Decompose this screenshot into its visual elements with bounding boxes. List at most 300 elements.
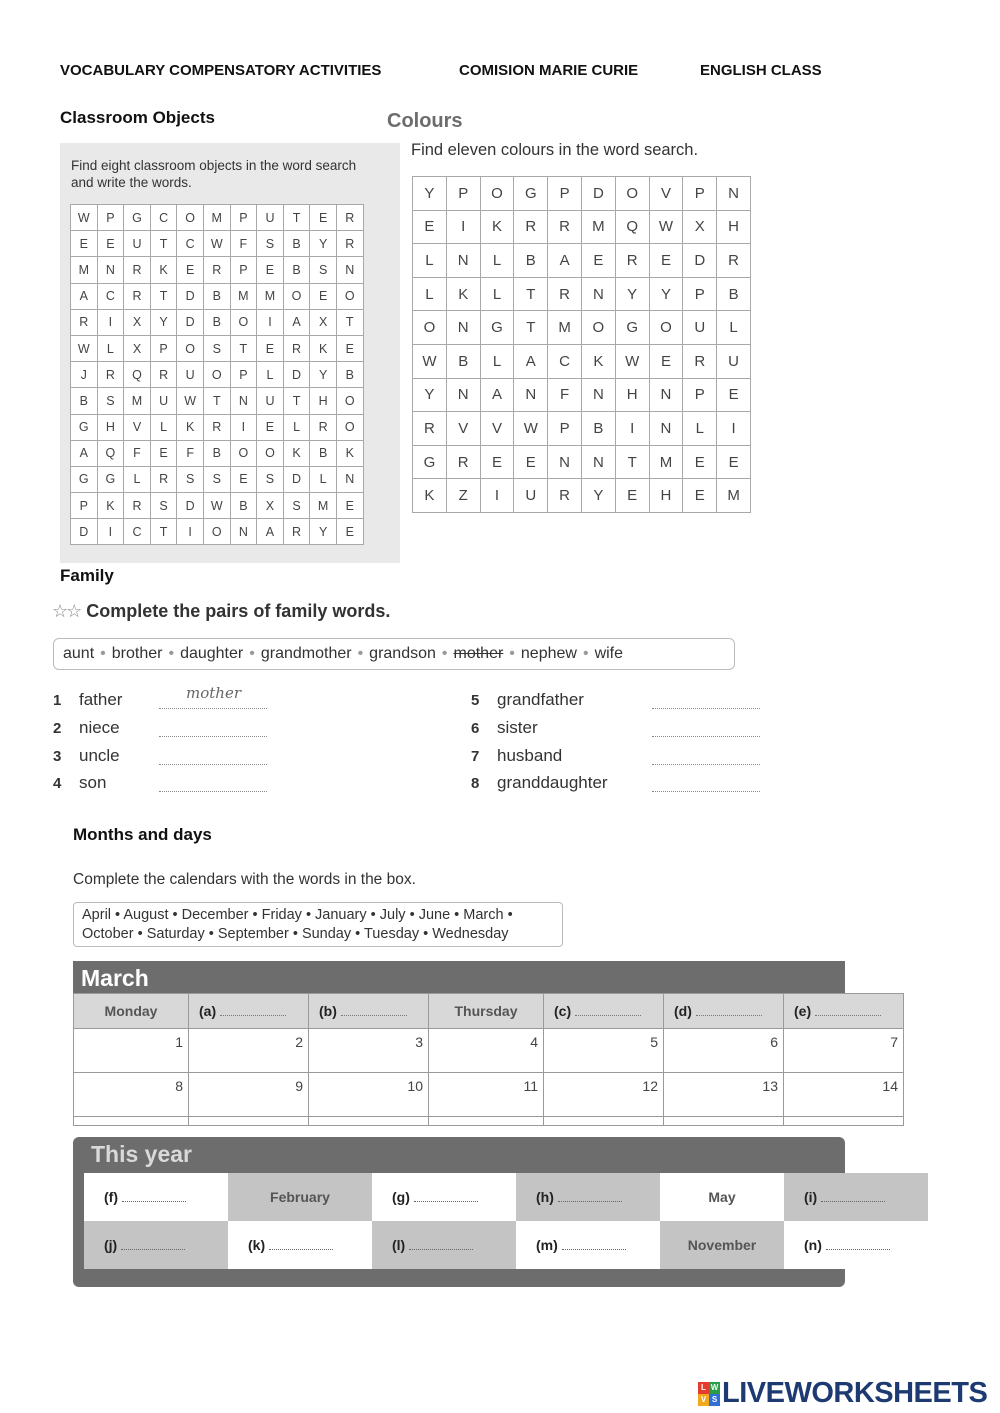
day-blank-field[interactable]	[189, 994, 309, 1029]
classroom-letter-cell[interactable]: C	[150, 205, 177, 231]
classroom-letter-cell[interactable]: L	[257, 362, 284, 388]
classroom-letter-cell[interactable]: U	[177, 362, 204, 388]
classroom-letter-cell[interactable]: X	[310, 309, 337, 335]
classroom-letter-cell[interactable]: F	[177, 440, 204, 466]
months-box-line-1: April • August • December • Friday • January • July • June • March •	[82, 907, 513, 923]
classroom-letter-cell[interactable]: I	[257, 309, 284, 335]
pair-answer-field[interactable]	[159, 707, 267, 709]
classroom-letter-cell[interactable]: H	[97, 414, 124, 440]
colours-letter-cell[interactable]: I	[480, 479, 514, 513]
classroom-letter-cell[interactable]: O	[336, 283, 363, 309]
colours-letter-cell[interactable]: U	[683, 311, 717, 345]
colours-letter-cell[interactable]: O	[649, 311, 683, 345]
classroom-letter-cell[interactable]: W	[177, 388, 204, 414]
months-instructions: Complete the calendars with the words in the box.	[73, 871, 416, 888]
colours-letter-cell[interactable]: W	[649, 210, 683, 244]
classroom-letter-cell[interactable]: T	[336, 309, 363, 335]
day-blank-field[interactable]	[544, 994, 664, 1029]
classroom-letter-cell[interactable]: Y	[150, 309, 177, 335]
classroom-letter-cell[interactable]: R	[310, 414, 337, 440]
classroom-letter-cell[interactable]: O	[230, 309, 257, 335]
family-pair-item	[53, 773, 106, 793]
colours-letter-cell[interactable]: B	[717, 277, 751, 311]
colours-letter-cell[interactable]: P	[683, 277, 717, 311]
classroom-letter-cell[interactable]: J	[71, 362, 98, 388]
colours-letter-cell[interactable]: L	[480, 344, 514, 378]
classroom-letter-cell[interactable]: A	[71, 283, 98, 309]
classroom-letter-cell[interactable]: D	[177, 309, 204, 335]
day-blank-field[interactable]	[309, 994, 429, 1029]
classroom-letter-cell[interactable]: P	[71, 493, 98, 519]
day-blank-field[interactable]	[664, 994, 784, 1029]
colours-letter-cell[interactable]: W	[514, 412, 548, 446]
colours-letter-cell[interactable]: X	[683, 210, 717, 244]
colours-letter-cell[interactable]: T	[615, 445, 649, 479]
classroom-letter-cell[interactable]: X	[257, 493, 284, 519]
colours-letter-row	[413, 412, 751, 446]
colours-letter-cell[interactable]: R	[413, 412, 447, 446]
classroom-letter-cell[interactable]: Q	[124, 362, 151, 388]
classroom-letter-cell[interactable]: T	[150, 231, 177, 257]
colours-letter-row	[413, 311, 751, 345]
classroom-letter-cell[interactable]: E	[150, 440, 177, 466]
classroom-letter-row	[71, 257, 364, 283]
month-blank-field[interactable]	[372, 1173, 516, 1221]
classroom-letter-cell[interactable]: R	[336, 231, 363, 257]
colours-letter-cell[interactable]: I	[717, 412, 751, 446]
classroom-letter-cell[interactable]: I	[230, 414, 257, 440]
classroom-letter-cell[interactable]: W	[203, 231, 230, 257]
classroom-letter-cell[interactable]: B	[230, 493, 257, 519]
colours-letter-cell[interactable]: N	[717, 177, 751, 211]
classroom-letter-cell[interactable]: B	[336, 362, 363, 388]
pair-answer-field[interactable]	[159, 790, 267, 792]
classroom-letter-row	[71, 519, 364, 545]
classroom-letter-cell[interactable]: D	[177, 493, 204, 519]
month-blank-field[interactable]	[84, 1173, 228, 1221]
colours-letter-cell[interactable]: W	[413, 344, 447, 378]
classroom-letter-cell[interactable]: T	[150, 519, 177, 545]
classroom-letter-cell[interactable]: D	[177, 283, 204, 309]
colours-letter-cell[interactable]: R	[548, 210, 582, 244]
classroom-letter-cell[interactable]: C	[177, 231, 204, 257]
colours-letter-cell[interactable]: U	[717, 344, 751, 378]
colours-letter-cell[interactable]: Y	[413, 378, 447, 412]
classroom-letter-cell[interactable]: M	[124, 388, 151, 414]
classroom-letter-cell[interactable]: T	[150, 283, 177, 309]
classroom-letter-cell[interactable]: O	[257, 440, 284, 466]
colours-letter-cell[interactable]: V	[446, 412, 480, 446]
word-separator: •	[582, 645, 589, 662]
classroom-letter-cell[interactable]: M	[257, 283, 284, 309]
logo-icon-tile: L	[698, 1382, 709, 1394]
classroom-letter-cell[interactable]: S	[203, 335, 230, 361]
month-blank-field[interactable]	[784, 1173, 928, 1221]
classroom-letter-cell[interactable]: T	[283, 388, 310, 414]
colours-letter-cell[interactable]: H	[649, 479, 683, 513]
classroom-letter-cell[interactable]: E	[177, 257, 204, 283]
colours-letter-cell[interactable]: O	[615, 177, 649, 211]
colours-letter-cell[interactable]: H	[615, 378, 649, 412]
classroom-letter-cell[interactable]: I	[177, 519, 204, 545]
classroom-letter-cell[interactable]: R	[203, 257, 230, 283]
classroom-letter-cell[interactable]: E	[336, 519, 363, 545]
classroom-letter-cell[interactable]: B	[283, 231, 310, 257]
colours-letter-cell[interactable]: N	[446, 311, 480, 345]
colours-letter-cell[interactable]: E	[649, 244, 683, 278]
classroom-letter-cell[interactable]: K	[336, 440, 363, 466]
colours-letter-cell[interactable]: E	[717, 445, 751, 479]
classroom-letter-cell[interactable]: T	[230, 335, 257, 361]
word-separator: •	[509, 645, 515, 662]
month-label: (g)	[392, 1189, 410, 1205]
colours-letter-cell[interactable]: R	[548, 479, 582, 513]
colours-letter-cell[interactable]: Z	[446, 479, 480, 513]
colours-letter-cell[interactable]: N	[446, 244, 480, 278]
classroom-letter-cell[interactable]: W	[71, 205, 98, 231]
colours-letter-cell[interactable]: B	[514, 244, 548, 278]
day-name	[429, 994, 544, 1029]
colours-letter-cell[interactable]: P	[683, 177, 717, 211]
answer-line	[121, 1249, 185, 1250]
classroom-letter-cell[interactable]: D	[283, 362, 310, 388]
classroom-letter-cell[interactable]: B	[203, 440, 230, 466]
classroom-letter-cell[interactable]: M	[310, 493, 337, 519]
classroom-letter-cell[interactable]: Q	[97, 440, 124, 466]
classroom-letter-cell[interactable]: O	[283, 283, 310, 309]
colours-letter-cell[interactable]: A	[548, 244, 582, 278]
classroom-letter-cell[interactable]: U	[257, 388, 284, 414]
classroom-letter-cell[interactable]: L	[150, 414, 177, 440]
classroom-letter-cell[interactable]: R	[124, 283, 151, 309]
classroom-letter-cell[interactable]: B	[310, 440, 337, 466]
month-blank-field[interactable]	[228, 1221, 372, 1269]
classroom-letter-cell[interactable]: B	[203, 283, 230, 309]
classroom-letter-cell[interactable]: R	[150, 466, 177, 492]
classroom-letter-cell[interactable]: N	[230, 388, 257, 414]
classroom-letter-cell[interactable]: P	[230, 362, 257, 388]
colours-letter-cell[interactable]: E	[649, 344, 683, 378]
classroom-letter-cell[interactable]: H	[310, 388, 337, 414]
month-blank-field[interactable]	[516, 1221, 660, 1269]
colours-letter-cell[interactable]: G	[615, 311, 649, 345]
colours-letter-cell[interactable]: E	[717, 378, 751, 412]
classroom-letter-cell[interactable]: S	[257, 466, 284, 492]
colours-letter-cell[interactable]: B	[581, 412, 615, 446]
classroom-letter-cell[interactable]: P	[230, 257, 257, 283]
colours-letter-row	[413, 378, 751, 412]
colours-letter-cell[interactable]: T	[514, 277, 548, 311]
classroom-letter-cell[interactable]: L	[97, 335, 124, 361]
pair-answer-field[interactable]	[652, 707, 760, 709]
colours-letter-cell[interactable]: A	[480, 378, 514, 412]
colours-letter-cell[interactable]: R	[548, 277, 582, 311]
classroom-letter-cell[interactable]: N	[230, 519, 257, 545]
colours-letter-cell[interactable]: Y	[413, 177, 447, 211]
colours-letter-cell[interactable]: I	[446, 210, 480, 244]
colours-letter-cell[interactable]: L	[480, 244, 514, 278]
colours-letter-cell[interactable]: I	[615, 412, 649, 446]
colours-letter-cell[interactable]: E	[413, 210, 447, 244]
colours-letter-cell[interactable]: P	[548, 177, 582, 211]
classroom-letter-cell[interactable]: R	[283, 519, 310, 545]
family-instructions	[52, 601, 390, 622]
colours-letter-cell[interactable]: K	[480, 210, 514, 244]
month-blank-field[interactable]	[84, 1221, 228, 1269]
classroom-letter-cell[interactable]: E	[230, 466, 257, 492]
classroom-letter-cell[interactable]: P	[150, 335, 177, 361]
colours-letter-cell[interactable]: U	[514, 479, 548, 513]
colours-letter-cell[interactable]: T	[514, 311, 548, 345]
colours-letter-cell[interactable]: P	[446, 177, 480, 211]
classroom-letter-cell[interactable]: U	[150, 388, 177, 414]
classroom-letter-cell[interactable]: S	[283, 493, 310, 519]
colours-letter-cell[interactable]: B	[446, 344, 480, 378]
classroom-letter-cell[interactable]: B	[283, 257, 310, 283]
colours-letter-cell[interactable]: D	[683, 244, 717, 278]
classroom-letter-cell[interactable]: O	[336, 388, 363, 414]
colours-letter-cell[interactable]: N	[548, 445, 582, 479]
month-blank-field[interactable]	[516, 1173, 660, 1221]
classroom-letter-cell[interactable]: K	[97, 493, 124, 519]
classroom-letter-cell[interactable]: E	[310, 283, 337, 309]
classroom-letter-cell[interactable]: Y	[310, 519, 337, 545]
calendar-date: 2	[189, 1029, 309, 1073]
classroom-letter-cell[interactable]: U	[257, 205, 284, 231]
classroom-letter-cell[interactable]: T	[203, 388, 230, 414]
colours-letter-cell[interactable]: Y	[581, 479, 615, 513]
colours-letter-cell[interactable]: C	[548, 344, 582, 378]
classroom-letter-cell[interactable]: L	[283, 414, 310, 440]
colours-letter-cell[interactable]: K	[581, 344, 615, 378]
march-calendar-title: March	[73, 961, 845, 993]
classroom-letter-cell[interactable]: A	[257, 519, 284, 545]
classroom-letter-cell[interactable]: P	[97, 205, 124, 231]
classroom-letter-cell[interactable]: W	[71, 335, 98, 361]
classroom-letter-cell[interactable]: Y	[310, 362, 337, 388]
pair-answer-field[interactable]	[652, 763, 760, 765]
classroom-letter-cell[interactable]: R	[150, 362, 177, 388]
month-blank-field[interactable]	[784, 1221, 928, 1269]
colours-letter-cell[interactable]: V	[480, 412, 514, 446]
colours-letter-cell[interactable]: O	[480, 177, 514, 211]
colours-letter-cell[interactable]: R	[683, 344, 717, 378]
classroom-letter-cell[interactable]: E	[336, 493, 363, 519]
classroom-letter-cell[interactable]: N	[336, 466, 363, 492]
colours-letter-cell[interactable]: F	[548, 378, 582, 412]
classroom-letter-cell[interactable]: G	[71, 414, 98, 440]
month-label: (n)	[804, 1237, 822, 1253]
colours-letter-cell[interactable]: L	[683, 412, 717, 446]
colours-letter-cell[interactable]: N	[514, 378, 548, 412]
colours-letter-cell[interactable]: R	[717, 244, 751, 278]
classroom-letter-cell[interactable]: S	[150, 493, 177, 519]
colours-letter-cell[interactable]: K	[413, 479, 447, 513]
classroom-letter-cell[interactable]: O	[230, 440, 257, 466]
classroom-letter-cell[interactable]: S	[203, 466, 230, 492]
classroom-letter-cell[interactable]: K	[283, 440, 310, 466]
classroom-letter-cell[interactable]: E	[257, 257, 284, 283]
classroom-letter-cell[interactable]: L	[310, 466, 337, 492]
family-title: Family	[60, 566, 114, 585]
pair-answer-field[interactable]	[652, 790, 760, 792]
classroom-letter-cell[interactable]: B	[203, 309, 230, 335]
classroom-letter-cell[interactable]: R	[283, 335, 310, 361]
pair-answer-field[interactable]	[159, 763, 267, 765]
classroom-letter-row	[71, 335, 364, 361]
classroom-letter-row	[71, 493, 364, 519]
colours-letter-cell[interactable]: N	[446, 378, 480, 412]
classroom-letter-cell[interactable]: C	[97, 283, 124, 309]
colours-letter-cell[interactable]: R	[446, 445, 480, 479]
colours-letter-cell[interactable]: G	[480, 311, 514, 345]
colours-letter-cell[interactable]: L	[413, 244, 447, 278]
colours-letter-cell[interactable]: L	[480, 277, 514, 311]
classroom-letter-cell[interactable]: W	[203, 493, 230, 519]
colours-letter-cell[interactable]: V	[649, 177, 683, 211]
classroom-letter-cell[interactable]: T	[283, 205, 310, 231]
classroom-letter-row	[71, 205, 364, 231]
classroom-letter-cell[interactable]: D	[283, 466, 310, 492]
classroom-letter-cell[interactable]: E	[71, 231, 98, 257]
logo-icon-tile: S	[709, 1394, 720, 1406]
day-label: (e)	[794, 1003, 812, 1019]
colours-letter-cell[interactable]: E	[683, 445, 717, 479]
colours-letter-cell[interactable]: M	[717, 479, 751, 513]
classroom-letter-cell[interactable]: C	[124, 519, 151, 545]
classroom-letter-cell[interactable]: L	[124, 466, 151, 492]
classroom-letter-cell[interactable]: D	[71, 519, 98, 545]
colours-letter-cell[interactable]: M	[581, 210, 615, 244]
colours-letter-cell[interactable]: M	[649, 445, 683, 479]
colours-letter-cell[interactable]: E	[581, 244, 615, 278]
colours-letter-cell[interactable]: L	[413, 277, 447, 311]
classroom-letter-cell[interactable]: N	[97, 257, 124, 283]
answer-line	[558, 1201, 622, 1202]
classroom-letter-cell[interactable]: E	[97, 231, 124, 257]
colours-word-search[interactable]	[412, 176, 751, 513]
answer-line	[409, 1249, 473, 1250]
colours-letter-cell[interactable]: G	[514, 177, 548, 211]
colours-letter-cell[interactable]: Y	[649, 277, 683, 311]
classroom-letter-cell[interactable]: M	[71, 257, 98, 283]
classroom-letter-cell[interactable]: B	[71, 388, 98, 414]
month-blank-field[interactable]	[372, 1221, 516, 1269]
classroom-letter-cell[interactable]: E	[310, 205, 337, 231]
classroom-letter-cell[interactable]: O	[177, 335, 204, 361]
colours-letter-cell[interactable]: O	[581, 311, 615, 345]
colours-letter-cell[interactable]: N	[581, 445, 615, 479]
colours-letter-cell[interactable]: R	[615, 244, 649, 278]
classroom-letter-cell[interactable]: G	[71, 466, 98, 492]
classroom-letter-cell[interactable]: A	[283, 309, 310, 335]
classroom-letter-cell[interactable]: E	[257, 414, 284, 440]
classroom-word-search[interactable]	[70, 204, 364, 545]
classroom-letter-cell[interactable]: R	[124, 493, 151, 519]
classroom-letter-cell[interactable]: I	[97, 309, 124, 335]
colours-letter-cell[interactable]: N	[581, 277, 615, 311]
colours-letter-cell[interactable]: L	[717, 311, 751, 345]
month-name	[660, 1221, 784, 1269]
classroom-letter-cell[interactable]: S	[97, 388, 124, 414]
colours-letter-cell[interactable]: H	[717, 210, 751, 244]
classroom-letter-cell[interactable]: P	[230, 205, 257, 231]
classroom-letter-cell[interactable]: R	[124, 257, 151, 283]
colours-letter-cell[interactable]: W	[615, 344, 649, 378]
classroom-letter-cell[interactable]: R	[336, 205, 363, 231]
march-calendar	[73, 993, 904, 1126]
classroom-letter-cell[interactable]: K	[310, 335, 337, 361]
classroom-letter-cell[interactable]: K	[177, 414, 204, 440]
classroom-letter-cell[interactable]: O	[203, 519, 230, 545]
colours-letter-cell[interactable]: M	[548, 311, 582, 345]
colours-letter-cell[interactable]: E	[514, 445, 548, 479]
colours-letter-cell[interactable]: N	[649, 412, 683, 446]
classroom-letter-cell[interactable]: F	[230, 231, 257, 257]
classroom-letter-cell[interactable]: X	[124, 335, 151, 361]
family-pair-item	[53, 746, 120, 766]
classroom-letter-cell[interactable]: E	[257, 335, 284, 361]
colours-letter-cell[interactable]: D	[581, 177, 615, 211]
pair-number: 8	[471, 775, 480, 792]
classroom-letter-cell[interactable]: M	[203, 205, 230, 231]
colours-letter-cell[interactable]: E	[615, 479, 649, 513]
colours-letter-cell[interactable]: P	[683, 378, 717, 412]
classroom-letter-cell[interactable]: U	[124, 231, 151, 257]
colours-letter-cell[interactable]: Q	[615, 210, 649, 244]
classroom-letter-cell[interactable]: O	[177, 205, 204, 231]
classroom-letter-cell[interactable]: S	[257, 231, 284, 257]
colours-letter-cell[interactable]: K	[446, 277, 480, 311]
colours-letter-cell[interactable]: Y	[615, 277, 649, 311]
classroom-letter-cell[interactable]: A	[71, 440, 98, 466]
classroom-letter-cell[interactable]: K	[150, 257, 177, 283]
classroom-letter-cell[interactable]: M	[230, 283, 257, 309]
colours-letter-cell[interactable]: G	[413, 445, 447, 479]
colours-letter-cell[interactable]: A	[514, 344, 548, 378]
classroom-letter-cell[interactable]: X	[124, 309, 151, 335]
classroom-letter-cell[interactable]: S	[310, 257, 337, 283]
classroom-letter-cell[interactable]: G	[97, 466, 124, 492]
classroom-letter-cell[interactable]: N	[336, 257, 363, 283]
colours-letter-cell[interactable]: P	[548, 412, 582, 446]
colours-letter-cell[interactable]: E	[683, 479, 717, 513]
classroom-letter-cell[interactable]: O	[203, 362, 230, 388]
classroom-letter-cell[interactable]: V	[124, 414, 151, 440]
classroom-letter-cell[interactable]: R	[97, 362, 124, 388]
classroom-letter-cell[interactable]: E	[336, 335, 363, 361]
classroom-letter-cell[interactable]: S	[177, 466, 204, 492]
colours-letter-cell[interactable]: E	[480, 445, 514, 479]
day-blank-field[interactable]	[784, 994, 904, 1029]
pair-answer-field[interactable]	[159, 735, 267, 737]
classroom-letter-cell[interactable]: Y	[310, 231, 337, 257]
colours-letter-row	[413, 344, 751, 378]
colours-letter-cell[interactable]: N	[649, 378, 683, 412]
colours-letter-cell[interactable]: N	[581, 378, 615, 412]
pair-answer-field[interactable]	[652, 735, 760, 737]
classroom-letter-cell[interactable]: O	[336, 414, 363, 440]
classroom-letter-cell[interactable]: G	[124, 205, 151, 231]
classroom-letter-cell[interactable]: R	[203, 414, 230, 440]
month-label: February	[270, 1189, 330, 1205]
colours-letter-cell[interactable]: O	[413, 311, 447, 345]
classroom-letter-cell[interactable]: F	[124, 440, 151, 466]
colours-letter-cell[interactable]: R	[514, 210, 548, 244]
classroom-letter-cell[interactable]: R	[71, 309, 98, 335]
classroom-letter-cell[interactable]: I	[97, 519, 124, 545]
month-label: November	[687, 1237, 757, 1253]
